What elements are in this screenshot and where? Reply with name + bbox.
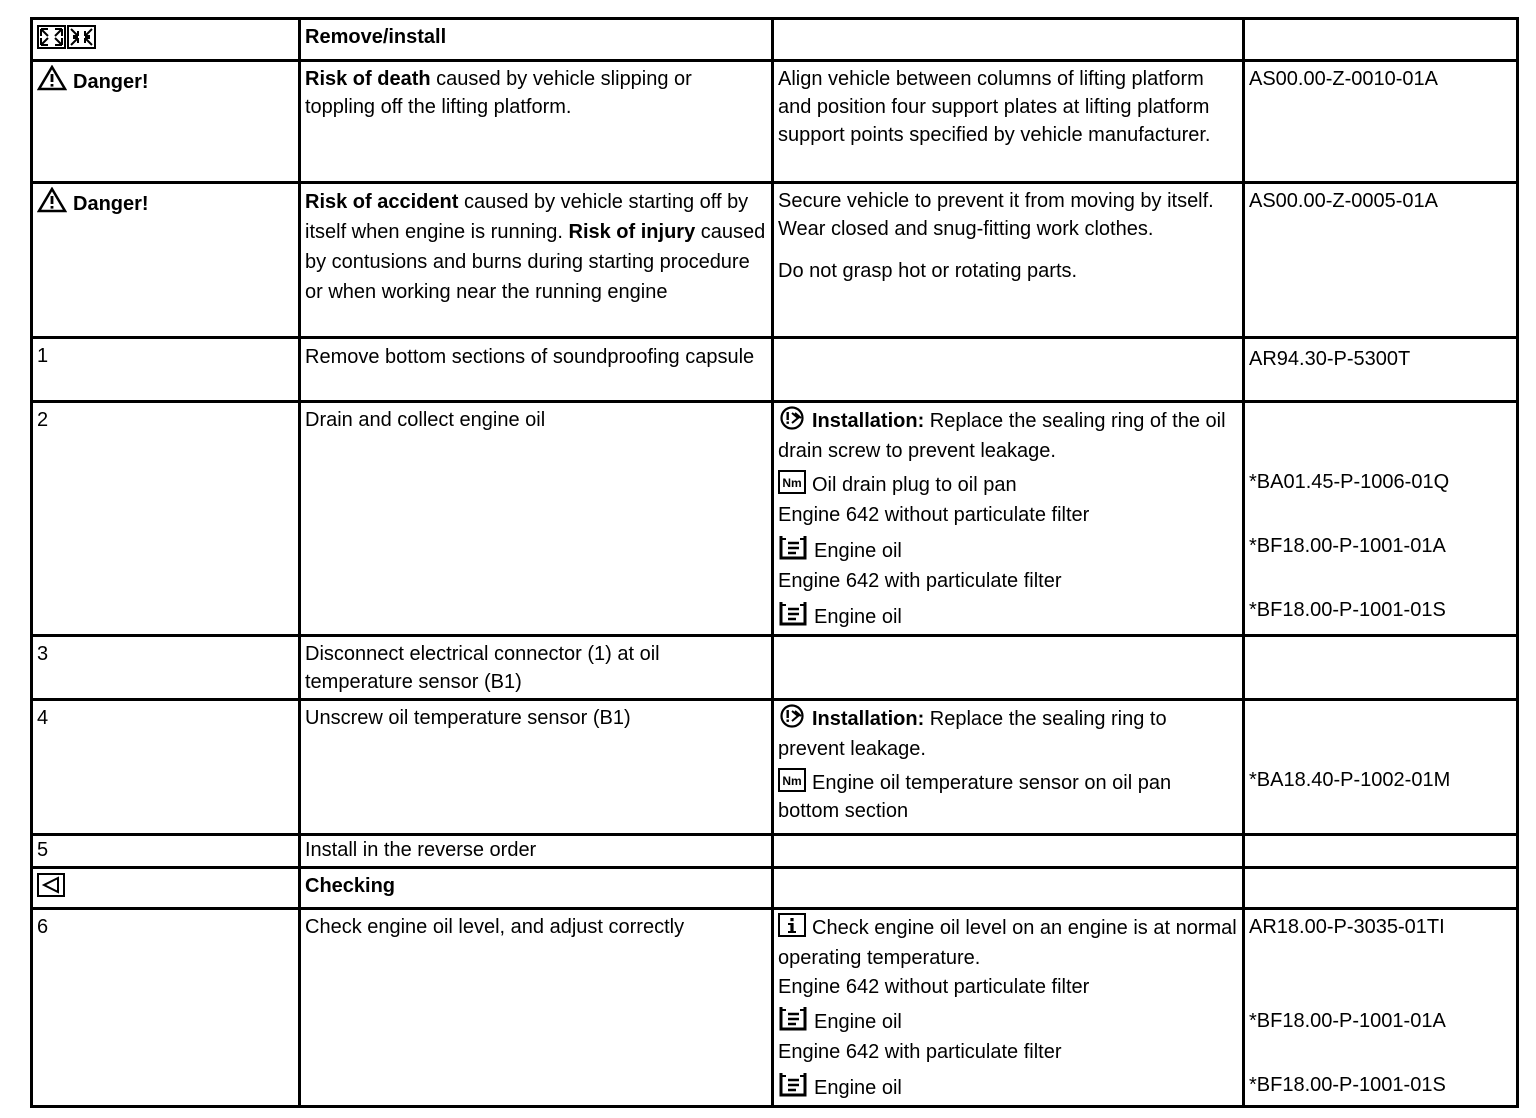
step-text: Remove bottom sections of soundproofing capsule: [300, 338, 773, 402]
step-number: 2: [32, 402, 300, 636]
installation-text: Replace the sealing ring to prevent leakage.: [778, 708, 1167, 760]
risk-text: caused by contusions and burns during starting procedure or when working near the running engine: [305, 221, 766, 303]
step-number: 6: [32, 909, 300, 1107]
step-number: 5: [32, 835, 300, 868]
installation-label: Installation:: [812, 410, 925, 432]
section-title: Remove/install: [300, 19, 773, 61]
section-title: Checking: [300, 868, 773, 909]
variant-text: Engine 642 with particulate filter: [778, 1041, 1062, 1063]
oil-spec-text: Engine oil: [814, 606, 902, 628]
note-cell: Align vehicle between columns of lifting platform and position four support plates at lifting platform support points specified by vehicle manufacturer.: [773, 61, 1244, 183]
risk-heading: Risk of accident: [305, 191, 459, 213]
step-row: [32, 700, 1518, 835]
note-line: Wear closed and snug-fitting work clothes.: [778, 218, 1154, 240]
step-text: Disconnect electrical connector (1) at oil temperature sensor (B1): [300, 636, 773, 700]
torque-text: Engine oil temperature sensor on oil pan bottom section: [778, 772, 1172, 822]
reference-link[interactable]: AS00.00-Z-0010-01A: [1244, 61, 1518, 183]
checking-row: [32, 868, 1518, 909]
oil-specification-icon: [778, 534, 808, 560]
step-row: [32, 402, 1518, 636]
oil-spec-text: Engine oil: [814, 1011, 902, 1033]
oil-spec-text: Engine oil: [814, 1077, 902, 1099]
oil-spec-text: Engine oil: [814, 540, 902, 562]
risk-heading: Risk of death: [305, 68, 431, 90]
oil-specification-icon: [778, 1005, 808, 1031]
step-text: Drain and collect engine oil: [300, 402, 773, 636]
reference-link[interactable]: *BF18.00-P-1001-01S: [1249, 1074, 1446, 1096]
risk-heading: Risk of injury: [568, 221, 696, 243]
info-text: Check engine oil level on an engine is at normal operating temperature.: [778, 917, 1237, 969]
svg-text:Nm: Nm: [782, 476, 802, 490]
note-line: Do not grasp hot or rotating parts.: [778, 260, 1078, 282]
installation-label: Installation:: [812, 708, 925, 730]
step-number: 4: [32, 700, 300, 835]
danger-label: Danger!: [73, 71, 149, 93]
reference-link[interactable]: *BA18.40-P-1002-01M: [1249, 769, 1451, 791]
danger-row: [32, 61, 1518, 183]
risk-text: caused by vehicle slipping or toppling off the lifting platform.: [305, 68, 692, 118]
reference-link[interactable]: *BA01.45-P-1006-01Q: [1249, 471, 1450, 493]
oil-specification-icon: [778, 1071, 808, 1097]
header-row: [32, 19, 1518, 61]
step-number: 3: [32, 636, 300, 700]
reference-link[interactable]: AR94.30-P-5300T: [1244, 338, 1518, 402]
variant-text: Engine 642 without particulate filter: [778, 976, 1090, 998]
installation-notice-icon: [778, 406, 806, 430]
danger-label: Danger!: [73, 193, 149, 215]
installation-text: Replace the sealing ring of the oil drain screw to prevent leakage.: [778, 410, 1226, 462]
step-row: [32, 636, 1518, 700]
step-text: Install in the reverse order: [300, 835, 773, 868]
reference-link[interactable]: *BF18.00-P-1001-01A: [1249, 1010, 1446, 1032]
installation-notice-icon: [778, 704, 806, 728]
step-text: Check engine oil level, and adjust correctly: [300, 909, 773, 1107]
info-icon: [778, 913, 806, 937]
checking-arrow-icon: [37, 873, 65, 905]
danger-row: [32, 183, 1518, 338]
torque-text: Oil drain plug to oil pan: [812, 474, 1017, 496]
oil-specification-icon: [778, 600, 808, 626]
step-number: 1: [32, 338, 300, 402]
risk-text: caused by vehicle starting off by itself when engine is running.: [305, 191, 749, 243]
step-text: Unscrew oil temperature sensor (B1): [300, 700, 773, 835]
step-row: [32, 909, 1518, 1107]
torque-nm-icon: [778, 470, 806, 494]
step-row: [32, 835, 1518, 868]
warning-triangle-icon: [37, 65, 67, 91]
reference-link[interactable]: AR18.00-P-3035-01TI: [1249, 916, 1445, 938]
torque-nm-icon: [778, 768, 806, 792]
reference-link[interactable]: *BF18.00-P-1001-01A: [1249, 535, 1446, 557]
step-row: [32, 338, 1518, 402]
reference-link[interactable]: *BF18.00-P-1001-01S: [1249, 599, 1446, 621]
svg-text:Nm: Nm: [782, 774, 802, 788]
variant-text: Engine 642 with particulate filter: [778, 570, 1062, 592]
warning-triangle-icon: [37, 187, 67, 213]
procedure-table: [30, 17, 1519, 1108]
expand-collapse-icon[interactable]: [37, 25, 97, 57]
note-line: Secure vehicle to prevent it from moving by itself.: [778, 190, 1214, 212]
reference-link[interactable]: AS00.00-Z-0005-01A: [1244, 183, 1518, 338]
variant-text: Engine 642 without particulate filter: [778, 504, 1090, 526]
